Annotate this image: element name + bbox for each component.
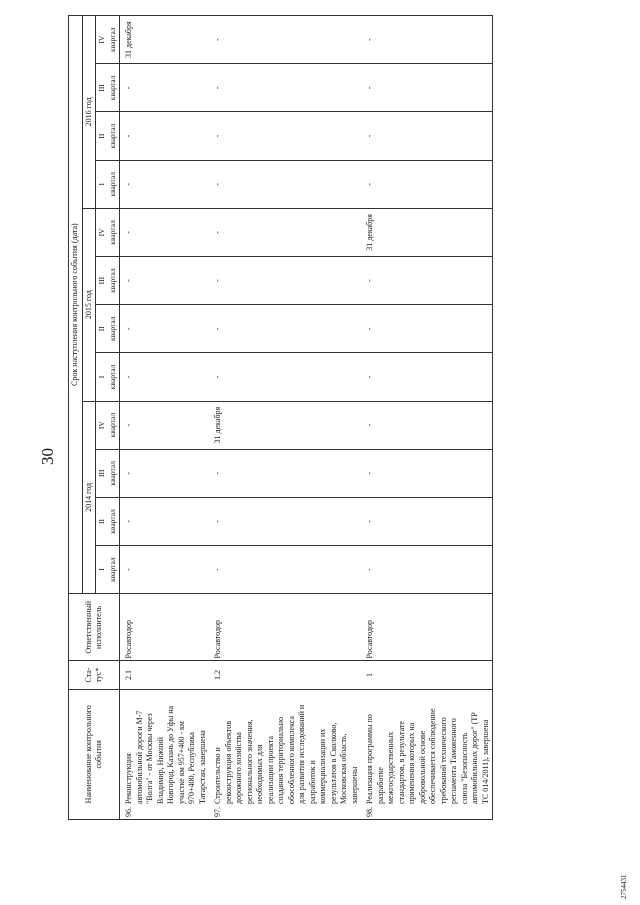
quarter-cell: - bbox=[209, 497, 361, 545]
header-responsible: Ответственный исполнитель bbox=[69, 594, 120, 661]
quarter-cell: - bbox=[361, 64, 493, 112]
header-quarter bbox=[96, 449, 120, 497]
event-name-cell bbox=[120, 689, 210, 819]
quarter-cell: - bbox=[361, 112, 493, 160]
quarter-cell: - bbox=[361, 305, 493, 353]
header-quarter bbox=[96, 208, 120, 256]
quarter-word: квартал bbox=[107, 171, 117, 197]
quarter-word: квартал bbox=[107, 268, 117, 293]
header-year-2016: 2016 год bbox=[82, 16, 96, 209]
table-body bbox=[120, 16, 493, 820]
event-name-cell bbox=[361, 689, 493, 819]
quarter-word: квартал bbox=[107, 460, 117, 486]
quarter-number: IV bbox=[97, 35, 106, 44]
event-name: Реконструкция автомобильной дороги М-7 "Волга" - от Москвы через Владимир, Нижний Новгород, Казань до Уфы на участке км 957+400 - км 970+400, Республика Татарстан, завершена bbox=[124, 705, 207, 804]
control-events-table bbox=[68, 15, 493, 820]
quarter-cell: - bbox=[209, 305, 361, 353]
quarter-number: I bbox=[97, 568, 106, 571]
quarter-cell: - bbox=[120, 449, 210, 497]
quarter-cell: - bbox=[120, 546, 210, 594]
header-quarter bbox=[96, 112, 120, 160]
quarter-number: III bbox=[97, 84, 106, 92]
quarter-cell: - bbox=[209, 160, 361, 208]
quarter-word: квартал bbox=[107, 220, 117, 245]
header-quarter bbox=[96, 497, 120, 545]
quarter-cell: - bbox=[361, 160, 493, 208]
responsible-cell: Росавтодор bbox=[120, 594, 210, 661]
header-quarter bbox=[96, 546, 120, 594]
quarter-word: квартал bbox=[107, 75, 117, 101]
quarter-word: квартал bbox=[107, 364, 117, 390]
quarter-cell: - bbox=[361, 401, 493, 449]
responsible-cell: Росавтодор bbox=[209, 594, 361, 661]
quarter-number: IV bbox=[97, 421, 106, 430]
quarter-cell: - bbox=[361, 353, 493, 401]
quarter-cell: - bbox=[209, 353, 361, 401]
quarter-cell: - bbox=[120, 64, 210, 112]
quarter-cell: 31 декабря bbox=[209, 401, 361, 449]
status-cell: 1.2 bbox=[209, 661, 361, 689]
row-number: 98. bbox=[365, 807, 374, 817]
quarter-cell: - bbox=[209, 546, 361, 594]
header-quarter bbox=[96, 401, 120, 449]
quarter-cell: - bbox=[209, 257, 361, 305]
quarter-word: квартал bbox=[107, 557, 117, 582]
quarter-number: III bbox=[97, 276, 106, 285]
quarter-cell: - bbox=[361, 497, 493, 545]
row-number: 96. bbox=[124, 807, 133, 817]
header-quarter bbox=[96, 353, 120, 401]
header-term: Срок наступления контрольного события (дата) bbox=[69, 16, 83, 594]
header-quarter bbox=[96, 160, 120, 208]
header-year-2015: 2015 год bbox=[82, 208, 96, 401]
header-status: Ста-тус* bbox=[69, 661, 120, 689]
quarter-cell: - bbox=[120, 497, 210, 545]
table-row bbox=[361, 16, 493, 820]
status-cell: 2.1 bbox=[120, 661, 210, 689]
quarter-word: квартал bbox=[107, 509, 117, 534]
quarter-number: I bbox=[97, 183, 106, 186]
quarter-number: II bbox=[97, 518, 106, 524]
quarter-cell: - bbox=[209, 112, 361, 160]
responsible-cell: Росавтодор bbox=[361, 594, 493, 661]
header-quarter bbox=[96, 16, 120, 64]
page-number: 30 bbox=[38, 448, 57, 465]
quarter-cell: - bbox=[209, 449, 361, 497]
quarter-word: квартал bbox=[107, 27, 117, 52]
quarter-cell: - bbox=[361, 546, 493, 594]
status-cell: 1 bbox=[361, 661, 493, 689]
header-quarter bbox=[96, 257, 120, 305]
quarter-cell: - bbox=[120, 112, 210, 160]
table-header bbox=[69, 16, 120, 820]
quarter-cell: - bbox=[120, 257, 210, 305]
quarter-cell: - bbox=[209, 208, 361, 256]
quarter-number: IV bbox=[97, 228, 106, 237]
header-quarter bbox=[96, 64, 120, 112]
quarter-cell: - bbox=[361, 449, 493, 497]
quarter-word: квартал bbox=[107, 316, 117, 342]
quarter-cell: - bbox=[209, 16, 361, 64]
event-name-cell bbox=[209, 689, 361, 819]
quarter-cell: 31 декабря bbox=[120, 16, 210, 64]
quarter-word: квартал bbox=[107, 412, 117, 438]
document-code: 2754431 bbox=[620, 874, 628, 899]
quarter-cell: - bbox=[120, 401, 210, 449]
quarter-word: квартал bbox=[107, 123, 117, 149]
quarter-number: I bbox=[97, 375, 106, 379]
quarter-cell: - bbox=[120, 305, 210, 353]
quarter-number: II bbox=[97, 326, 106, 332]
quarter-cell: 31 декабря bbox=[361, 208, 493, 256]
header-year-2014: 2014 год bbox=[82, 401, 96, 594]
quarter-cell: - bbox=[120, 353, 210, 401]
event-name: Строительство и реконструкция объектов дорожного хозяйства регионального значения, необходимых для реализации проекта создания территориально обособленного комплекса для развития исследований и разработок и коммерциализации их результатов в Сколково, Московская область, завершены bbox=[213, 704, 359, 804]
event-name: Реализация программы по разработке межгосударственных стандартов, в результате применения которых на добровольной основе обеспечивается соблюдение требований технического регламента Таможенного союза "Безопасность автомобильных дорог" (ТР ТС 014/2011), завершена bbox=[365, 708, 490, 804]
quarter-cell: - bbox=[361, 16, 493, 64]
quarter-number: II bbox=[97, 133, 106, 139]
quarter-cell: - bbox=[120, 208, 210, 256]
quarter-cell: - bbox=[120, 160, 210, 208]
quarter-cell: - bbox=[361, 257, 493, 305]
quarter-cell: - bbox=[209, 64, 361, 112]
row-number: 97. bbox=[213, 807, 222, 817]
table-row bbox=[120, 16, 210, 820]
header-name: Наименование контрольного события bbox=[69, 689, 120, 819]
quarter-number: III bbox=[97, 469, 106, 478]
table-row bbox=[209, 16, 361, 820]
header-quarter bbox=[96, 305, 120, 353]
